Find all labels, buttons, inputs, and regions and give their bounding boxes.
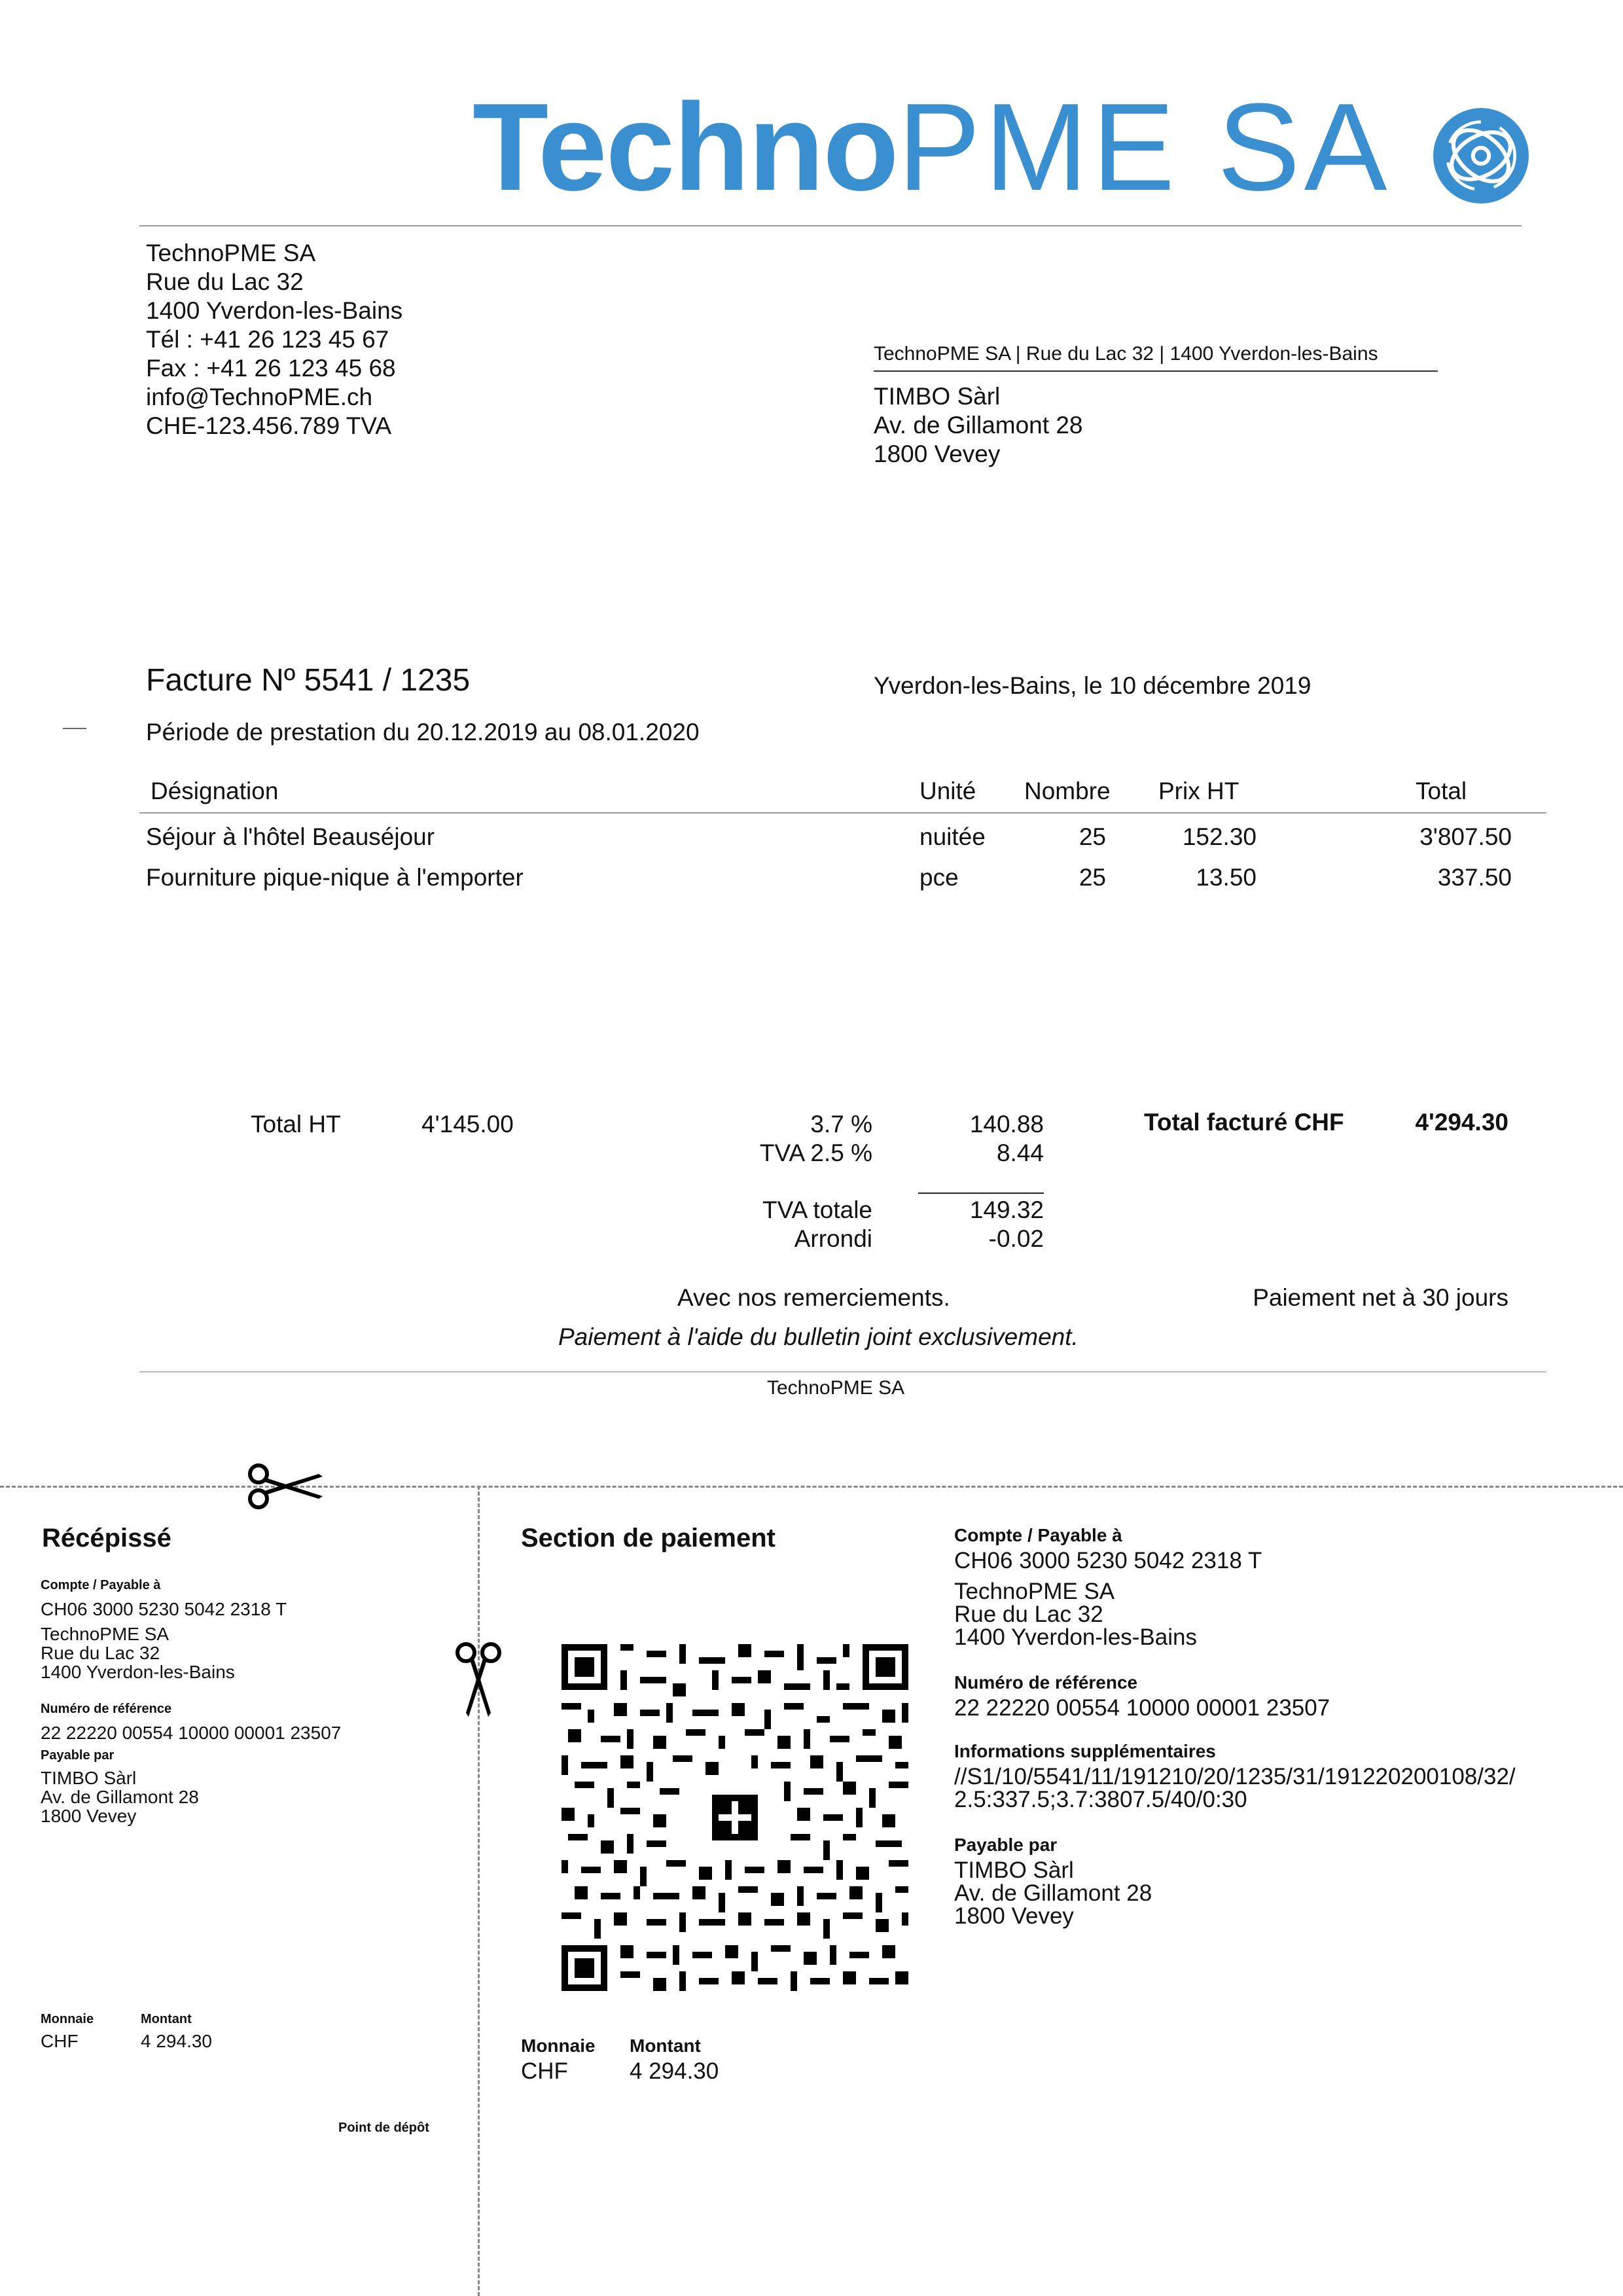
receipt-payer-street: Av. de Gillamont 28 [41, 1787, 199, 1807]
sender-city: 1400 Yverdon-les-Bains [146, 297, 403, 324]
sender-phone: Tél : +41 26 123 45 67 [146, 326, 389, 353]
company-logo [473, 78, 1539, 217]
billed-total-value: 4'294.30 [1415, 1109, 1508, 1136]
header-rule [139, 225, 1522, 226]
receipt-currency: CHF [41, 2031, 79, 2051]
receipt-acceptance-point: Point de dépôt [338, 2121, 429, 2135]
receipt-creditor-name: TechnoPME SA [41, 1624, 169, 1644]
receipt-creditor-street: Rue du Lac 32 [41, 1643, 160, 1663]
rounding-label: Arrondi [794, 1225, 872, 1252]
receipt-reference: 22 22220 00554 10000 00001 23507 [41, 1723, 342, 1743]
vat-total-value: 149.32 [969, 1196, 1044, 1223]
sender-email[interactable]: info@TechnoPME.ch [146, 384, 373, 410]
swiss-qr-code-icon [562, 1644, 908, 1991]
payment-info-label: Informations supplémentaires [954, 1741, 1216, 1761]
recipient-city: 1800 Vevey [874, 440, 1001, 467]
logo-bold-text: Techno [473, 78, 898, 217]
vat-total-label: TVA totale [762, 1196, 872, 1223]
row-price: 13.50 [1196, 864, 1257, 891]
receipt-reference-label: Numéro de référence [41, 1702, 172, 1716]
sender-name: TechnoPME SA [146, 240, 316, 266]
row-total: 3'807.50 [1419, 823, 1512, 850]
thanks-text: Avec nos remerciements. [677, 1284, 950, 1311]
invoice-date: Yverdon-les-Bains, le 10 décembre 2019 [874, 672, 1311, 699]
return-address-rule [874, 370, 1438, 372]
receipt-amount: 4 294.30 [141, 2031, 212, 2051]
return-address-line: TechnoPME SA | Rue du Lac 32 | 1400 Yverdon-les-Bains [874, 343, 1378, 365]
payment-note: Paiement à l'aide du bulletin joint exclusivement. [558, 1323, 1079, 1350]
payment-creditor-street: Rue du Lac 32 [954, 1602, 1103, 1627]
row-designation: Séjour à l'hôtel Beauséjour [146, 823, 435, 850]
total-ht-value: 4'145.00 [421, 1111, 514, 1138]
receipt-title: Récépissé [42, 1524, 171, 1552]
rounding-value: -0.02 [988, 1225, 1044, 1252]
vat-rate-1: 3.7 % [810, 1111, 872, 1138]
footer-rule [139, 1371, 1546, 1372]
invoice-title: Facture Nº 5541 / 1235 [146, 663, 471, 698]
receipt-payer-name: TIMBO Sàrl [41, 1768, 137, 1788]
sender-street: Rue du Lac 32 [146, 268, 304, 295]
payment-currency: CHF [521, 2058, 568, 2084]
perforation-line-horizontal [0, 1486, 1623, 1488]
recipient-address [874, 382, 1082, 469]
col-header-price: Prix HT [1158, 778, 1240, 804]
vat-sum-rule [918, 1193, 1044, 1194]
payment-info-line-1: //S1/10/5541/11/191210/20/1235/31/191220200108/32/ [954, 1764, 1516, 1789]
row-total: 337.50 [1437, 864, 1512, 891]
scissors-icon [245, 1462, 324, 1511]
vat-rate-2: TVA 2.5 % [759, 1139, 872, 1166]
payment-creditor-name: TechnoPME SA [954, 1579, 1115, 1604]
payment-payer-city: 1800 Vevey [954, 1903, 1074, 1929]
payment-payer-name: TIMBO Sàrl [954, 1857, 1074, 1883]
sender-vat: CHE-123.456.789 TVA [146, 412, 392, 439]
payment-iban: CH06 3000 5230 5042 2318 T [954, 1548, 1262, 1573]
fold-mark [63, 728, 86, 729]
recipient-street: Av. de Gillamont 28 [874, 412, 1083, 439]
vat-amount-1: 140.88 [969, 1111, 1044, 1138]
service-period: Période de prestation du 20.12.2019 au 08.01.2020 [146, 719, 700, 745]
col-header-unit: Unité [919, 778, 976, 804]
receipt-creditor-city: 1400 Yverdon-les-Bains [41, 1662, 235, 1682]
sender-fax: Fax : +41 26 123 45 68 [146, 355, 396, 382]
row-qty: 25 [1079, 823, 1106, 850]
table-header-rule [139, 812, 1546, 814]
receipt-payer-label: Payable par [41, 1748, 115, 1763]
payment-creditor-city: 1400 Yverdon-les-Bains [954, 1624, 1197, 1650]
total-ht-label: Total HT [251, 1111, 341, 1138]
vat-amount-2: 8.44 [996, 1139, 1044, 1166]
row-price: 152.30 [1182, 823, 1257, 850]
receipt-amount-label: Montant [141, 2012, 192, 2026]
sender-address [146, 239, 402, 440]
logo-light-text: PME SA [897, 78, 1391, 217]
payment-payer-label: Payable par [954, 1835, 1058, 1855]
payment-reference-label: Numéro de référence [954, 1672, 1138, 1693]
receipt-currency-label: Monnaie [41, 2012, 94, 2026]
recipient-name: TIMBO Sàrl [874, 383, 1001, 410]
col-header-total: Total [1416, 778, 1467, 804]
payment-amount: 4 294.30 [630, 2058, 719, 2084]
row-unit: nuitée [919, 823, 986, 850]
row-designation: Fourniture pique-nique à l'emporter [146, 864, 524, 891]
receipt-payer-city: 1800 Vevey [41, 1806, 137, 1826]
billed-total-label: Total facturé CHF [1144, 1109, 1344, 1136]
row-unit: pce [919, 864, 959, 891]
col-header-designation: Désignation [151, 778, 279, 804]
scissors-icon [454, 1640, 503, 1718]
payment-currency-label: Monnaie [521, 2036, 596, 2056]
payment-reference: 22 22220 00554 10000 00001 23507 [954, 1695, 1330, 1721]
payment-info-line-2: 2.5:337.5;3.7:3807.5/40/0:30 [954, 1787, 1247, 1812]
payment-terms: Paiement net à 30 jours [1253, 1284, 1508, 1311]
logo-wordmark [473, 78, 1391, 217]
receipt-account-label: Compte / Payable à [41, 1578, 161, 1592]
payment-amount-label: Montant [630, 2036, 701, 2056]
payment-account-label: Compte / Payable à [954, 1525, 1122, 1545]
perforation-line-vertical [478, 1486, 480, 2296]
payment-payer-street: Av. de Gillamont 28 [954, 1880, 1152, 1906]
globe-logo-icon [1431, 106, 1531, 206]
footer-company: TechnoPME SA [767, 1377, 905, 1399]
payment-title: Section de paiement [521, 1524, 776, 1552]
receipt-iban: CH06 3000 5230 5042 2318 T [41, 1599, 287, 1619]
col-header-qty: Nombre [1024, 778, 1111, 804]
row-qty: 25 [1079, 864, 1106, 891]
